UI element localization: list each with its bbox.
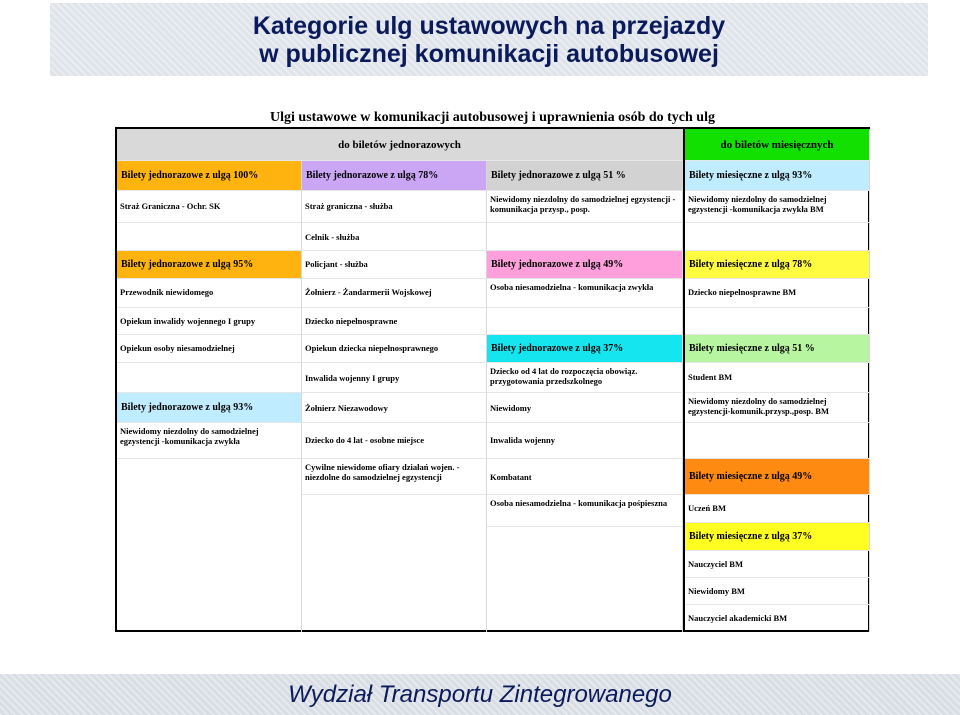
col2-row: Inwalida wojenny I grupy — [302, 363, 487, 393]
col3-header-37: Bilety jednorazowe z ulgą 37% — [487, 335, 683, 363]
col3-row: Niewidomy — [487, 393, 683, 423]
col3-header-51: Bilety jednorazowe z ulgą 51 % — [487, 161, 683, 191]
col1-row: Opiekun inwalidy wojennego I grupy — [117, 308, 302, 335]
col3-row: Osoba niesamodzielna - komunikacja zwykła — [487, 279, 683, 308]
col4-header-78: Bilety miesięczne z ulgą 78% — [685, 251, 870, 279]
col4-header-93: Bilety miesięczne z ulgą 93% — [685, 161, 870, 191]
col1-row-empty — [117, 363, 302, 393]
col2-header-78: Bilety jednorazowe z ulgą 78% — [302, 161, 487, 191]
col2-row: Cywilne niewidome ofiary działań wojen. - niezdolne do samodzielnej egzystencji — [302, 459, 487, 495]
col4-row-empty — [685, 308, 870, 335]
col4-header-51: Bilety miesięczne z ulgą 51 % — [685, 335, 870, 363]
col4-row-empty — [685, 423, 870, 459]
slide-title-line-2: w publicznej komunikacji autobusowej — [259, 40, 719, 68]
slide-title-bar — [50, 3, 928, 76]
col2-row: Celnik - służba — [302, 223, 487, 251]
col4-row: Nauczyciel akademicki BM — [685, 605, 870, 632]
col4-header-49: Bilety miesięczne z ulgą 49% — [685, 459, 870, 495]
col3-row: Inwalida wojenny — [487, 423, 683, 459]
col4-row: Dziecko niepełnosprawne BM — [685, 279, 870, 308]
footer-text: Wydział Transportu Zintegrowanego — [288, 681, 672, 708]
col4-row: Student BM — [685, 363, 870, 393]
col2-row: Żołnierz - Żandarmerii Wojskowej — [302, 279, 487, 308]
col1-row: Opiekun osoby niesamodzielnej — [117, 335, 302, 363]
col3-row: Niewidomy niezdolny do samodzielnej egzystencji - komunikacja przysp., posp. — [487, 191, 683, 223]
footer-bar — [0, 674, 960, 715]
col3-row: Osoba niesamodzielna - komunikacja pośpieszna — [487, 495, 683, 527]
table-title: Ulgi ustawowe w komunikacji autobusowej i uprawnienia osób do tych ulg — [270, 110, 715, 125]
col2-row: Dziecko do 4 lat - osobne miejsce — [302, 423, 487, 459]
col1-row: Przewodnik niewidomego — [117, 279, 302, 308]
col4-row: Niewidomy niezdolny do samodzielnej egzystencji-komunik.przysp.,posp. BM — [685, 393, 870, 423]
monthly-divider — [683, 129, 685, 632]
col1-empty-area — [117, 459, 302, 632]
col2-row: Żołnierz Niezawodowy — [302, 393, 487, 423]
col3-row-empty — [487, 308, 683, 335]
col4-row: Niewidomy BM — [685, 578, 870, 605]
col3-header-49: Bilety jednorazowe z ulgą 49% — [487, 251, 683, 279]
col3-row-empty — [487, 223, 683, 251]
discount-table — [115, 127, 870, 632]
col4-row: Niewidomy niezdolny do samodzielnej egzystencji -komunikacja zwykła BM — [685, 191, 870, 223]
col2-row: Opiekun dziecka niepełnosprawnego — [302, 335, 487, 363]
col1-header-95: Bilety jednorazowe z ulgą 95% — [117, 251, 302, 279]
col3-row: Dziecko od 4 lat do rozpoczęcia obowiąz. przygotowania przedszkolnego — [487, 363, 683, 393]
col4-row: Uczeń BM — [685, 495, 870, 523]
col2-row: Straż graniczna - służba — [302, 191, 487, 223]
col1-header-93: Bilety jednorazowe z ulgą 93% — [117, 393, 302, 423]
col2-row: Dziecko niepełnosprawne — [302, 308, 487, 335]
col1-row: Niewidomy niezdolny do samodzielnej egzystencji -komunikacja zwykła — [117, 423, 302, 459]
header-monthly-tickets: do biletów miesięcznych — [685, 129, 870, 161]
slide-title-line-1: Kategorie ulg ustawowych na przejazdy — [252, 12, 726, 40]
col4-row-empty — [685, 223, 870, 251]
col2-row: Policjant - służba — [302, 251, 487, 279]
col2-empty-area — [302, 495, 487, 632]
col3-empty-area — [487, 527, 683, 632]
col3-row: Kombatant — [487, 459, 683, 495]
col4-row: Nauczyciel BM — [685, 551, 870, 578]
header-single-tickets: do biletów jednorazowych — [117, 129, 683, 161]
col4-header-37: Bilety miesięczne z ulgą 37% — [685, 523, 870, 551]
col1-row-empty — [117, 223, 302, 251]
col1-header-100: Bilety jednorazowe z ulgą 100% — [117, 161, 302, 191]
col1-row: Straż Graniczna - Ochr. SK — [117, 191, 302, 223]
